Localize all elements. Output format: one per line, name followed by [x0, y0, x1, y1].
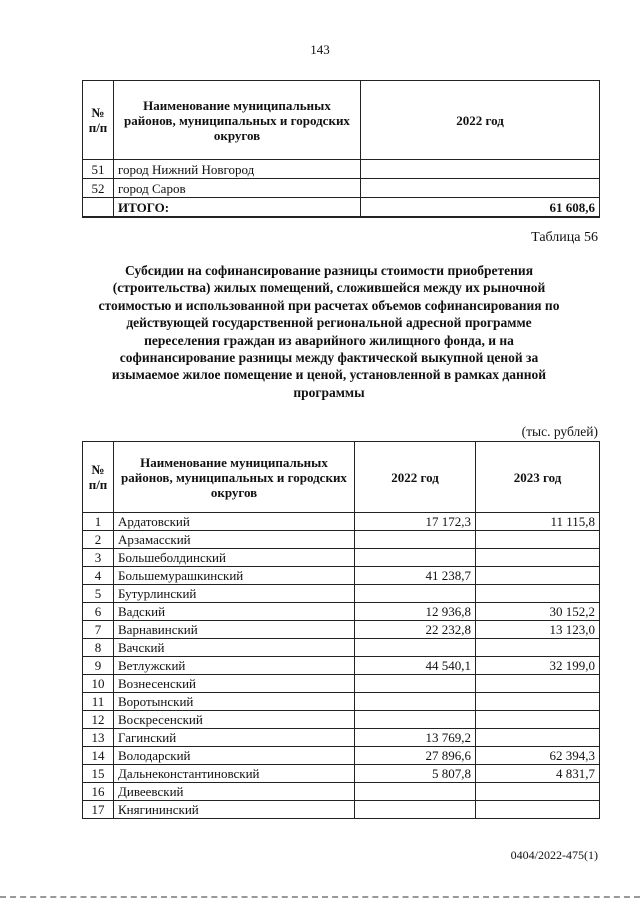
table-row	[83, 801, 600, 819]
row-name: Ардатовский	[114, 513, 355, 531]
row-name: Княгининский	[114, 801, 355, 819]
row-name: Арзамасский	[114, 531, 355, 549]
header-num: № п/п	[83, 81, 114, 160]
row-name: Воскресенский	[114, 711, 355, 729]
row-value-2023: 11 115,8	[476, 513, 600, 531]
total-num-cell	[83, 198, 114, 218]
row-value-2023	[476, 567, 600, 585]
row-value-2023	[476, 585, 600, 603]
row-number: 12	[83, 711, 114, 729]
row-value-2022: 17 172,3	[355, 513, 476, 531]
row-number: 7	[83, 621, 114, 639]
header-2022: 2022 год	[355, 442, 476, 513]
document-title: Субсидии на софинансирование разницы стоимости приобретения (строительства) жилых помещений, сложившейся между их рыночной стоимостью и использованной при расчетах объемов софинансирования по действующей государственной региональной адресной программе переселения граждан из аварийного жилищного фонда, и на софинансирование разницы между фактической выкупной ценой за изымаемое жилое помещение и ценой, установленной в рамках данной программы	[98, 263, 560, 400]
row-name: Варнавинский	[114, 621, 355, 639]
table-row	[83, 531, 600, 549]
row-name: Володарский	[114, 747, 355, 765]
row-value-2022: 41 238,7	[355, 567, 476, 585]
row-value-2022	[355, 783, 476, 801]
row-value-2022	[361, 160, 600, 179]
row-name: Вачский	[114, 639, 355, 657]
row-name: город Нижний Новгород	[114, 160, 361, 179]
row-name: Воротынский	[114, 693, 355, 711]
row-value-2022: 44 540,1	[355, 657, 476, 675]
row-name: Ветлужский	[114, 657, 355, 675]
row-name: Дивеевский	[114, 783, 355, 801]
row-number: 8	[83, 639, 114, 657]
row-name: Большемурашкинский	[114, 567, 355, 585]
row-number: 13	[83, 729, 114, 747]
row-value-2023	[476, 675, 600, 693]
row-number: 15	[83, 765, 114, 783]
row-number: 4	[83, 567, 114, 585]
row-number: 1	[83, 513, 114, 531]
row-value-2023: 62 394,3	[476, 747, 600, 765]
row-name: Вознесенский	[114, 675, 355, 693]
row-value-2022	[355, 549, 476, 567]
table-row	[83, 585, 600, 603]
row-number: 9	[83, 657, 114, 675]
table-row	[83, 711, 600, 729]
row-value-2022	[355, 693, 476, 711]
row-value-2023	[476, 783, 600, 801]
row-value-2023: 13 123,0	[476, 621, 600, 639]
table-row	[83, 513, 600, 531]
row-number: 3	[83, 549, 114, 567]
document-code: 0404/2022-475(1)	[510, 848, 598, 862]
table-row	[83, 783, 600, 801]
row-value-2023	[476, 639, 600, 657]
page-number: 143	[310, 42, 330, 57]
units-label: (тыс. рублей)	[521, 424, 598, 439]
row-value-2022: 12 936,8	[355, 603, 476, 621]
table-row	[83, 179, 600, 198]
row-name: Гагинский	[114, 729, 355, 747]
table-row	[83, 603, 600, 621]
header-num: № п/п	[83, 442, 114, 513]
row-value-2022	[355, 531, 476, 549]
row-value-2023: 4 831,7	[476, 765, 600, 783]
row-value-2022: 13 769,2	[355, 729, 476, 747]
row-number: 10	[83, 675, 114, 693]
row-number: 14	[83, 747, 114, 765]
row-value-2022	[355, 801, 476, 819]
total-row	[83, 198, 600, 218]
row-value-2022: 5 807,8	[355, 765, 476, 783]
table-continuation	[82, 80, 600, 218]
table-row	[83, 160, 600, 179]
subsidy-table	[82, 441, 600, 819]
table-caption: Таблица 56	[531, 230, 598, 245]
header-name: Наименование муниципальных районов, муниципальных и городских округов	[114, 81, 361, 160]
row-value-2022	[355, 675, 476, 693]
row-value-2022	[355, 711, 476, 729]
table-row	[83, 729, 600, 747]
row-name: город Саров	[114, 179, 361, 198]
row-value-2023: 30 152,2	[476, 603, 600, 621]
table-row	[83, 693, 600, 711]
row-name: Бутурлинский	[114, 585, 355, 603]
total-label: ИТОГО:	[114, 198, 361, 218]
table-row	[83, 549, 600, 567]
row-number: 16	[83, 783, 114, 801]
header-2023: 2023 год	[476, 442, 600, 513]
table-row	[83, 747, 600, 765]
row-value-2023: 32 199,0	[476, 657, 600, 675]
row-number: 6	[83, 603, 114, 621]
row-value-2023	[476, 693, 600, 711]
table-row	[83, 657, 600, 675]
row-value-2022: 27 896,6	[355, 747, 476, 765]
row-number: 5	[83, 585, 114, 603]
row-value-2022	[355, 639, 476, 657]
row-number: 51	[83, 160, 114, 179]
table-row	[83, 765, 600, 783]
table-row	[83, 567, 600, 585]
row-name: Большеболдинский	[114, 549, 355, 567]
scan-edge-line	[0, 896, 640, 898]
header-2022: 2022 год	[361, 81, 600, 160]
header-name: Наименование муниципальных районов, муниципальных и городских округов	[114, 442, 355, 513]
row-value-2022	[355, 585, 476, 603]
row-value-2022	[361, 179, 600, 198]
row-name: Дальнеконстантиновский	[114, 765, 355, 783]
row-value-2023	[476, 531, 600, 549]
total-value: 61 608,6	[361, 198, 600, 218]
table-row	[83, 675, 600, 693]
row-number: 17	[83, 801, 114, 819]
row-number: 2	[83, 531, 114, 549]
row-value-2023	[476, 729, 600, 747]
row-value-2022: 22 232,8	[355, 621, 476, 639]
row-name: Вадский	[114, 603, 355, 621]
row-number: 52	[83, 179, 114, 198]
row-value-2023	[476, 801, 600, 819]
table-row	[83, 639, 600, 657]
row-number: 11	[83, 693, 114, 711]
row-value-2023	[476, 711, 600, 729]
row-value-2023	[476, 549, 600, 567]
table-row	[83, 621, 600, 639]
